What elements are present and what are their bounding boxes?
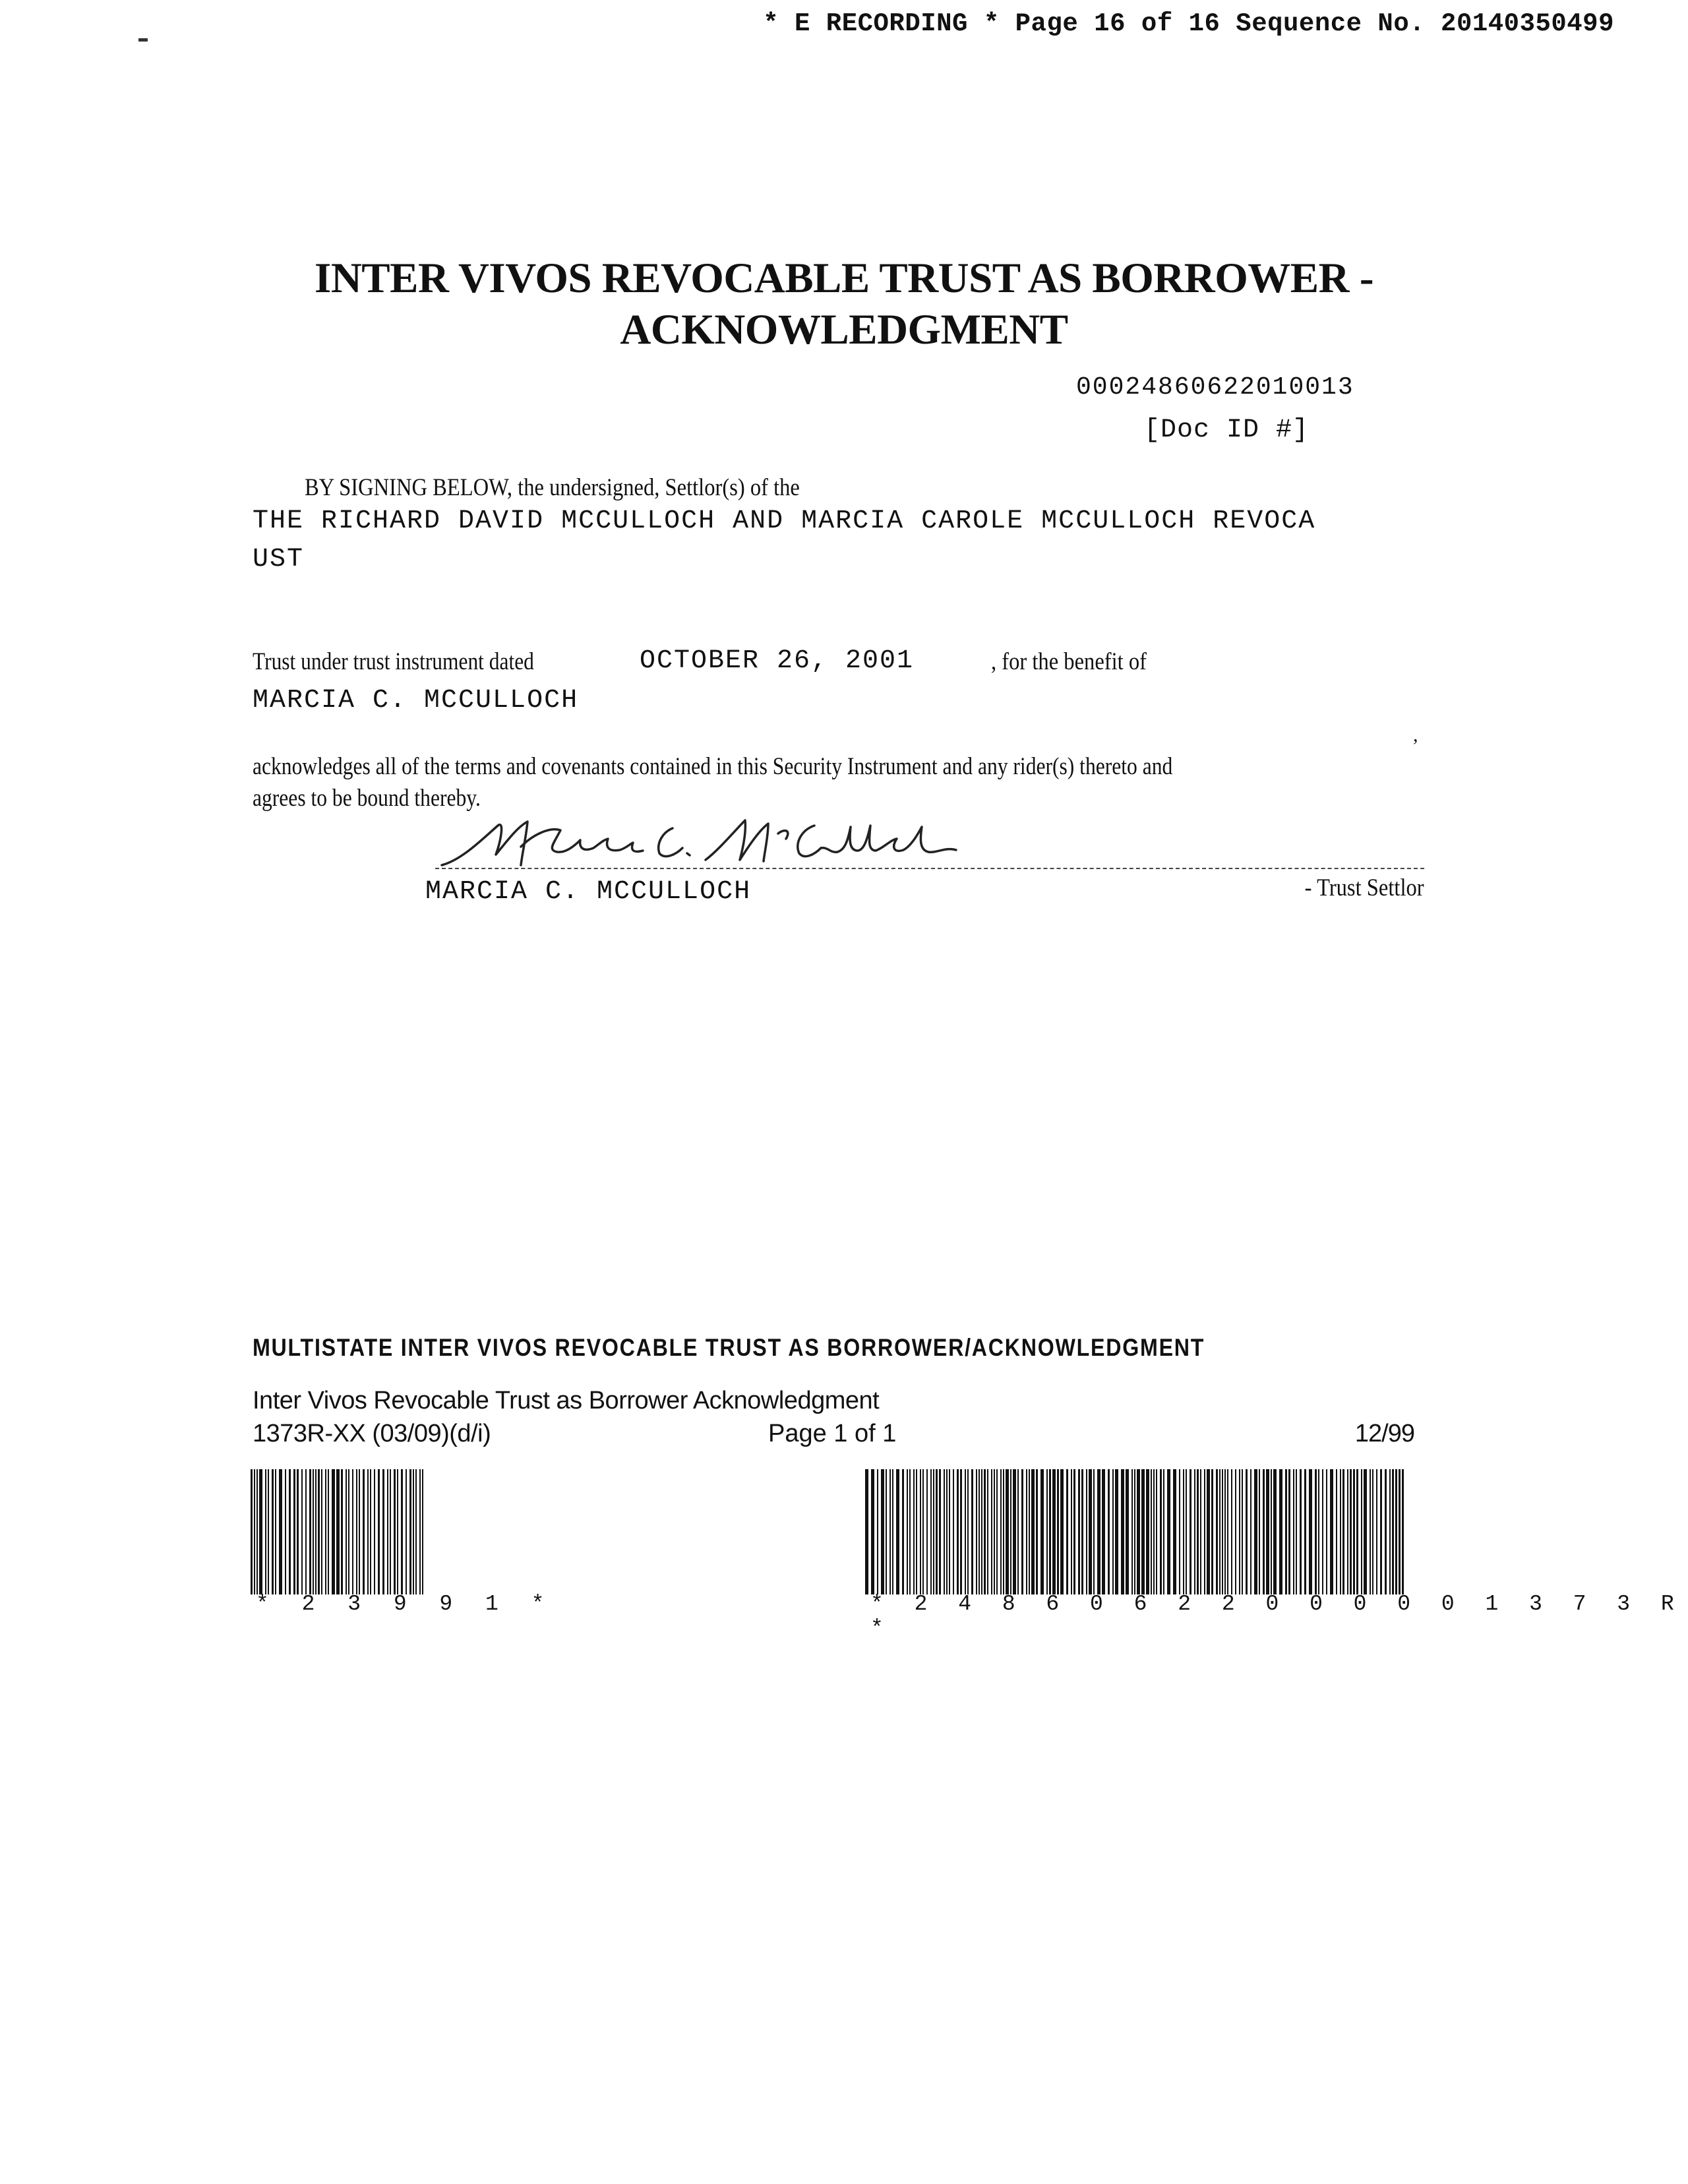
barcode-bar bbox=[325, 1469, 326, 1594]
barcode-bar bbox=[265, 1469, 266, 1594]
barcode-bar bbox=[293, 1469, 295, 1594]
barcode-bar bbox=[1304, 1469, 1306, 1594]
barcode-bar bbox=[394, 1469, 396, 1594]
barcode-bar bbox=[1380, 1469, 1382, 1594]
barcode-bar bbox=[946, 1469, 948, 1594]
barcode-bar bbox=[1073, 1469, 1075, 1594]
barcode-bar bbox=[1376, 1469, 1377, 1594]
barcode-bar bbox=[1021, 1469, 1023, 1594]
barcode-bar bbox=[363, 1469, 365, 1594]
barcode-bar bbox=[1227, 1469, 1228, 1594]
footer-form-subtitle: Inter Vivos Revocable Trust as Borrower Acknowledgment bbox=[253, 1387, 880, 1414]
form-date: 12/99 bbox=[1354, 1420, 1414, 1447]
barcode-bar bbox=[939, 1469, 941, 1594]
barcode-bar bbox=[1131, 1469, 1133, 1594]
barcode-bar bbox=[1194, 1469, 1195, 1594]
barcode-bar bbox=[1216, 1469, 1218, 1594]
barcode-bar bbox=[359, 1469, 360, 1594]
barcode-bar bbox=[1250, 1469, 1251, 1594]
beneficiary-name: MARCIA C. MCCULLOCH bbox=[253, 686, 579, 715]
barcode-bar bbox=[1031, 1469, 1035, 1594]
recording-header: * E RECORDING * Page 16 of 16 Sequence No. 20140350499 bbox=[763, 9, 1614, 38]
barcode-bar bbox=[1204, 1469, 1205, 1594]
barcode-bar bbox=[1246, 1469, 1248, 1594]
barcode-bar bbox=[1097, 1469, 1100, 1594]
barcode-bar bbox=[1153, 1469, 1155, 1594]
barcode-left-text: * 2 3 9 9 1 * bbox=[256, 1592, 555, 1616]
barcode-bar bbox=[922, 1469, 924, 1594]
barcode-bar bbox=[1242, 1469, 1243, 1594]
barcode-bar bbox=[275, 1469, 276, 1594]
barcode-bar bbox=[1266, 1469, 1269, 1594]
barcode-bar bbox=[1279, 1469, 1282, 1594]
barcode-bar bbox=[1353, 1469, 1355, 1594]
barcode-bar bbox=[1115, 1469, 1118, 1594]
barcode-bar bbox=[1389, 1469, 1391, 1594]
barcode-bar bbox=[1046, 1469, 1048, 1594]
barcode-bar bbox=[896, 1469, 899, 1594]
barcode-bar bbox=[1000, 1469, 1002, 1594]
barcode-bar bbox=[967, 1469, 969, 1594]
barcode-bar bbox=[933, 1469, 934, 1594]
barcode-bar bbox=[996, 1469, 998, 1594]
barcode-bar bbox=[971, 1469, 973, 1594]
acknowledgment-line-2: agrees to be bound thereby. bbox=[253, 785, 481, 812]
barcode-bar bbox=[892, 1469, 893, 1594]
document-title-line-1: INTER VIVOS REVOCABLE TRUST AS BORROWER - bbox=[315, 255, 1373, 302]
barcode-bar bbox=[1190, 1469, 1191, 1594]
barcode-bar bbox=[1108, 1469, 1110, 1594]
barcode-bar bbox=[305, 1469, 307, 1594]
barcode-bar bbox=[1364, 1469, 1367, 1594]
barcode-bar bbox=[356, 1469, 357, 1594]
barcode-bar bbox=[1231, 1469, 1232, 1594]
barcode-bar bbox=[1040, 1469, 1044, 1594]
barcode-bar bbox=[341, 1469, 343, 1594]
barcode-bar bbox=[930, 1469, 932, 1594]
barcode-right-text: * 2 4 8 6 0 6 2 2 0 0 0 0 0 1 3 7 3 R * bbox=[870, 1592, 1683, 1641]
barcode-bar bbox=[415, 1469, 417, 1594]
barcode-bar bbox=[309, 1469, 311, 1594]
barcode-bar bbox=[382, 1469, 384, 1594]
barcode-bar bbox=[1102, 1469, 1105, 1594]
barcode-bar bbox=[949, 1469, 950, 1594]
barcode-bar bbox=[413, 1469, 414, 1594]
barcode-bar bbox=[1026, 1469, 1027, 1594]
barcode-bar bbox=[907, 1469, 908, 1594]
barcode-bar bbox=[1160, 1469, 1162, 1594]
barcode-bar bbox=[994, 1469, 995, 1594]
barcode-bar bbox=[1315, 1469, 1317, 1594]
barcode-bar bbox=[916, 1469, 917, 1594]
barcode-bar bbox=[991, 1469, 992, 1594]
barcode-bar bbox=[409, 1469, 411, 1594]
barcode-bar bbox=[976, 1469, 977, 1594]
barcode-bar bbox=[390, 1469, 391, 1594]
barcode-bar bbox=[1239, 1469, 1240, 1594]
barcode-bar bbox=[1029, 1469, 1030, 1594]
barcode-bar bbox=[979, 1469, 980, 1594]
barcode-bar bbox=[1288, 1469, 1290, 1594]
barcode-bar bbox=[1271, 1469, 1272, 1594]
page-number: Page 1 of 1 bbox=[768, 1420, 897, 1447]
barcode-bar bbox=[1340, 1469, 1341, 1594]
signer-name: MARCIA C. MCCULLOCH bbox=[425, 877, 752, 907]
barcode-bar bbox=[1356, 1469, 1358, 1594]
barcode-bar bbox=[987, 1469, 988, 1594]
barcode-bar bbox=[259, 1469, 262, 1594]
barcode-bar bbox=[1372, 1469, 1373, 1594]
barcode-bar bbox=[1322, 1469, 1323, 1594]
barcode-bar bbox=[318, 1469, 320, 1594]
barcode-bar bbox=[1207, 1469, 1210, 1594]
barcode-right bbox=[865, 1469, 1407, 1594]
barcode-bar bbox=[1126, 1469, 1129, 1594]
barcode-bar bbox=[346, 1469, 347, 1594]
barcode-bar bbox=[1370, 1469, 1371, 1594]
barcode-bar bbox=[1052, 1469, 1056, 1594]
by-signing-text: BY SIGNING BELOW, the undersigned, Settlor(s) of the bbox=[305, 474, 800, 501]
barcode-bar bbox=[953, 1469, 954, 1594]
barcode-bar bbox=[1093, 1469, 1095, 1594]
barcode-bar bbox=[352, 1469, 353, 1594]
barcode-bar bbox=[422, 1469, 423, 1594]
barcode-bar bbox=[1326, 1469, 1327, 1594]
barcode-bar bbox=[289, 1469, 291, 1594]
barcode-bar bbox=[419, 1469, 421, 1594]
barcode-bar bbox=[1385, 1469, 1387, 1594]
barcode-bar bbox=[909, 1469, 911, 1594]
scan-speck bbox=[138, 38, 148, 42]
barcode-bar bbox=[1263, 1469, 1265, 1594]
barcode-bar bbox=[1179, 1469, 1180, 1594]
barcode-bar bbox=[957, 1469, 959, 1594]
barcode-bar bbox=[881, 1469, 884, 1594]
barcode-bar bbox=[944, 1469, 945, 1594]
handwritten-signature bbox=[435, 814, 1029, 873]
barcode-bar bbox=[1342, 1469, 1344, 1594]
barcode-bar bbox=[886, 1469, 887, 1594]
barcode-bar bbox=[328, 1469, 329, 1594]
barcode-bar bbox=[285, 1469, 286, 1594]
barcode-bar bbox=[1013, 1469, 1016, 1594]
barcode-bar bbox=[279, 1469, 282, 1594]
signature-line bbox=[435, 868, 1424, 869]
barcode-bar bbox=[1392, 1469, 1394, 1594]
barcode-bar bbox=[336, 1469, 340, 1594]
document-title-line-2: ACKNOWLEDGMENT bbox=[620, 306, 1068, 353]
barcode-bar bbox=[1296, 1469, 1297, 1594]
for-benefit-text: , for the benefit of bbox=[991, 648, 1147, 675]
barcode-bar bbox=[1285, 1469, 1287, 1594]
barcode-bar bbox=[251, 1469, 253, 1594]
barcode-bar bbox=[1183, 1469, 1184, 1594]
barcode-bar bbox=[1300, 1469, 1302, 1594]
barcode-bar bbox=[401, 1469, 403, 1594]
barcode-bar bbox=[984, 1469, 986, 1594]
barcode-bar bbox=[1137, 1469, 1140, 1594]
barcode-bar bbox=[301, 1469, 303, 1594]
doc-id-label: [Doc ID #] bbox=[1144, 415, 1310, 445]
barcode-bar bbox=[1402, 1469, 1404, 1594]
barcode-bar bbox=[1336, 1469, 1337, 1594]
barcode-bar bbox=[256, 1469, 258, 1594]
barcode-bar bbox=[1017, 1469, 1019, 1594]
barcode-bar bbox=[1057, 1469, 1059, 1594]
barcode-bar bbox=[1089, 1469, 1092, 1594]
barcode-bar bbox=[1395, 1469, 1397, 1594]
barcode-bar bbox=[1049, 1469, 1051, 1594]
acknowledgment-line-1: acknowledges all of the terms and covenants contained in this Security Instrument and any rider(s) thereto and bbox=[253, 753, 1173, 780]
barcode-bar bbox=[1167, 1469, 1170, 1594]
barcode-bar bbox=[926, 1469, 928, 1594]
barcode-bar bbox=[1173, 1469, 1176, 1594]
trust-name-line-1: THE RICHARD DAVID MCCULLOCH AND MARCIA CAROLE MCCULLOCH REVOCA bbox=[253, 506, 1316, 536]
barcode-bar bbox=[1361, 1469, 1362, 1594]
barcode-bar bbox=[313, 1469, 314, 1594]
barcode-bar bbox=[1186, 1469, 1187, 1594]
barcode-bar bbox=[406, 1469, 407, 1594]
trust-date: OCTOBER 26, 2001 bbox=[640, 646, 915, 676]
barcode-bar bbox=[1224, 1469, 1226, 1594]
barcode-bar bbox=[387, 1469, 388, 1594]
barcode-bar bbox=[1163, 1469, 1164, 1594]
barcode-bar bbox=[1060, 1469, 1064, 1594]
barcode-bar bbox=[1121, 1469, 1124, 1594]
barcode-bar bbox=[1066, 1469, 1068, 1594]
barcode-bar bbox=[315, 1469, 316, 1594]
barcode-bar bbox=[1330, 1469, 1333, 1594]
barcode-bar bbox=[1254, 1469, 1257, 1594]
barcode-bar bbox=[1081, 1469, 1083, 1594]
barcode-bar bbox=[877, 1469, 878, 1594]
barcode-bar bbox=[981, 1469, 982, 1594]
barcode-bar bbox=[1146, 1469, 1149, 1594]
barcode-bar bbox=[1006, 1469, 1009, 1594]
barcode-bar bbox=[1259, 1469, 1260, 1594]
barcode-bar bbox=[348, 1469, 349, 1594]
barcode-bar bbox=[1156, 1469, 1157, 1594]
barcode-bar bbox=[965, 1469, 966, 1594]
doc-number: 00024860622010013 bbox=[1076, 373, 1354, 402]
barcode-bar bbox=[1347, 1469, 1348, 1594]
barcode-bar bbox=[1222, 1469, 1223, 1594]
trust-under-text: Trust under trust instrument dated bbox=[253, 648, 534, 675]
barcode-bar bbox=[1318, 1469, 1319, 1594]
barcode-bar bbox=[936, 1469, 938, 1594]
barcode-bar bbox=[1200, 1469, 1201, 1594]
barcode-bar bbox=[1235, 1469, 1236, 1594]
barcode-bar bbox=[1399, 1469, 1401, 1594]
barcode-bar bbox=[1151, 1469, 1152, 1594]
footer-form-title: MULTISTATE INTER VIVOS REVOCABLE TRUST AS BORROWER/ACKNOWLEDGMENT bbox=[253, 1334, 1205, 1361]
barcode-bar bbox=[378, 1469, 380, 1594]
barcode-bar bbox=[1211, 1469, 1213, 1594]
signer-role: - Trust Settlor bbox=[1305, 874, 1424, 901]
barcode-bar bbox=[1036, 1469, 1038, 1594]
barcode-bar bbox=[871, 1469, 874, 1594]
barcode-bar bbox=[920, 1469, 921, 1594]
barcode-bar bbox=[1141, 1469, 1145, 1594]
trust-name-line-2: UST bbox=[253, 545, 305, 574]
barcode-bar bbox=[1219, 1469, 1221, 1594]
barcode-bar bbox=[1010, 1469, 1011, 1594]
stray-comma: , bbox=[1413, 724, 1418, 746]
barcode-bar bbox=[1112, 1469, 1114, 1594]
barcode-bar bbox=[1078, 1469, 1080, 1594]
barcode-bar bbox=[1293, 1469, 1294, 1594]
barcode-bar bbox=[254, 1469, 255, 1594]
barcode-bar bbox=[1134, 1469, 1135, 1594]
barcode-bar bbox=[272, 1469, 274, 1594]
barcode-left bbox=[251, 1469, 427, 1594]
barcode-bar bbox=[1197, 1469, 1199, 1594]
barcode-bar bbox=[297, 1469, 299, 1594]
barcode-bar bbox=[1273, 1469, 1277, 1594]
form-code: 1373R-XX (03/09)(d/i) bbox=[253, 1420, 491, 1447]
barcode-bar bbox=[1350, 1469, 1352, 1594]
barcode-bar bbox=[1309, 1469, 1312, 1594]
barcode-bar bbox=[374, 1469, 375, 1594]
barcode-bar bbox=[889, 1469, 891, 1594]
barcode-bar bbox=[321, 1469, 322, 1594]
barcode-bar bbox=[1086, 1469, 1087, 1594]
barcode-bar bbox=[370, 1469, 371, 1594]
barcode-bar bbox=[1003, 1469, 1004, 1594]
barcode-bar bbox=[902, 1469, 904, 1594]
barcode-bar bbox=[960, 1469, 962, 1594]
barcode-bar bbox=[913, 1469, 915, 1594]
barcode-bar bbox=[397, 1469, 398, 1594]
barcode-bar bbox=[1071, 1469, 1072, 1594]
barcode-bar bbox=[367, 1469, 369, 1594]
barcode-bar bbox=[865, 1469, 868, 1594]
barcode-bar bbox=[268, 1469, 269, 1594]
barcode-bar bbox=[332, 1469, 335, 1594]
